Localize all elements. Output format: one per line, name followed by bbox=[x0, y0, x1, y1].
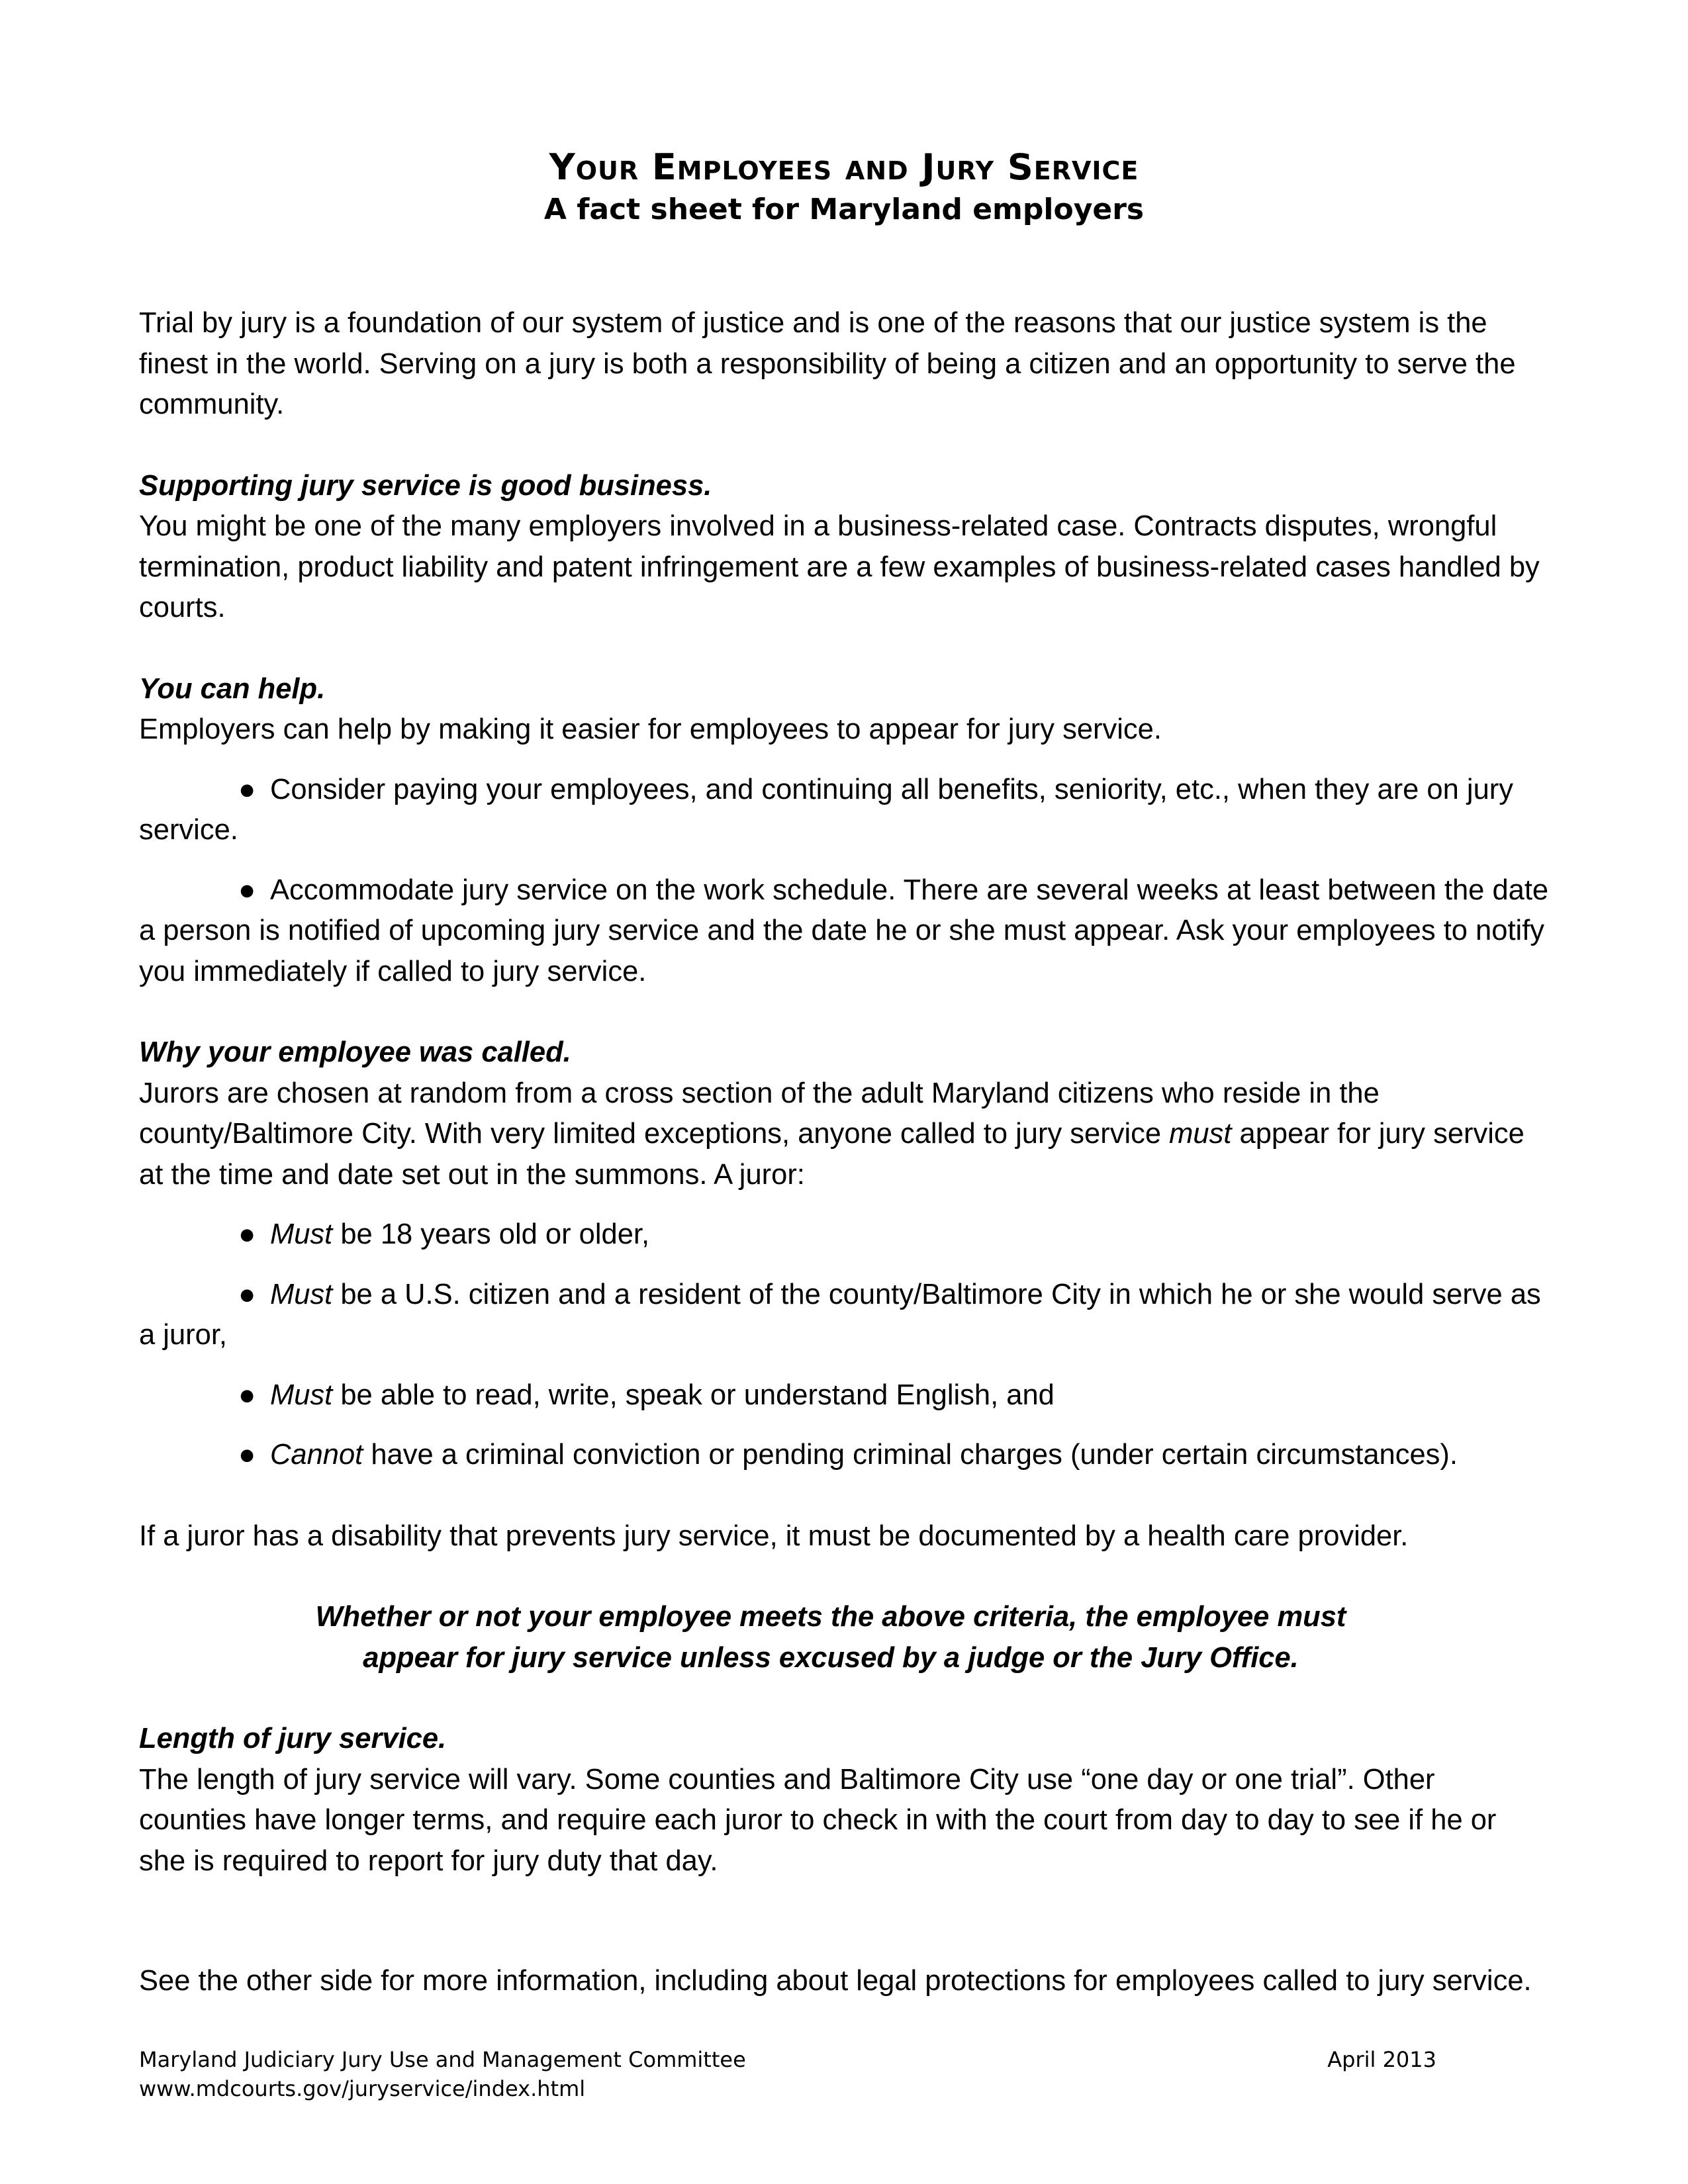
bullet-icon: ● bbox=[238, 1278, 256, 1310]
criteria-emphasis: Cannot bbox=[270, 1439, 363, 1471]
bullet-icon: ● bbox=[238, 773, 256, 805]
criteria-text: be 18 years old or older, bbox=[332, 1218, 650, 1250]
help-bullet-item bbox=[139, 870, 1549, 993]
closing-paragraph: See the other side for more information, including about legal protections for employees called to jury service. bbox=[139, 1965, 1532, 1997]
bullet-icon: ● bbox=[238, 1218, 256, 1250]
called-heading: Why your employee was called. bbox=[139, 1036, 571, 1068]
help-bullet-item bbox=[139, 770, 1549, 851]
intro-paragraph: Trial by jury is a foundation of our system of justice and is one of the reasons that our justice system is the finest in the world. Serving on a jury is both a responsibility of being a citizen and an opportunity to serve the community. bbox=[139, 307, 1516, 420]
called-text-before: Jurors are chosen at random from a cross section of the adult Maryland citizens who reside in the county/Baltimore City. With very limited exceptions, anyone called to jury service bbox=[139, 1077, 1380, 1150]
criteria-emphasis: Must bbox=[270, 1218, 333, 1250]
callout-line-1: Whether or not your employee meets the above criteria, the employee must bbox=[315, 1601, 1346, 1633]
page-title: Your Employees and Jury Service bbox=[549, 146, 1139, 188]
footer-date: April 2013 bbox=[1327, 2047, 1436, 2072]
footer-committee: Maryland Judiciary Jury Use and Management Committee bbox=[139, 2047, 746, 2072]
criteria-text: have a criminal conviction or pending criminal charges (under certain circumstances). bbox=[363, 1439, 1458, 1471]
page-footer bbox=[139, 2045, 1436, 2103]
called-paragraph bbox=[139, 1073, 1549, 1196]
length-paragraph: The length of jury service will vary. Some counties and Baltimore City use “one day or one trial”. Other counties have longer terms, and require each juror to check in with the court from day to day to see if he or she is required to report for jury duty that day. bbox=[139, 1763, 1497, 1877]
help-heading: You can help. bbox=[139, 672, 326, 705]
criteria-text: be a U.S. citizen and a resident of the county/Baltimore City in which he or she would serve as a juror, bbox=[139, 1278, 1541, 1351]
length-heading: Length of jury service. bbox=[139, 1723, 447, 1754]
criteria-item bbox=[139, 1214, 1549, 1255]
disability-paragraph: If a juror has a disability that prevents jury service, it must be documented by a health care provider. bbox=[139, 1520, 1409, 1552]
document-body bbox=[139, 303, 1549, 2002]
criteria-text: be able to read, write, speak or understand English, and bbox=[332, 1379, 1055, 1411]
bullet-icon: ● bbox=[238, 1439, 256, 1471]
footer-url: www.mdcourts.gov/juryservice/index.html bbox=[139, 2076, 586, 2101]
callout-notice bbox=[139, 1597, 1549, 1678]
criteria-emphasis: Must bbox=[270, 1379, 333, 1411]
help-bullet-text: Accommodate jury service on the work schedule. There are several weeks at least between the date a person is notified of upcoming jury service and the date he or she must appear. Ask your employees to notify you immediately if called to jury service. bbox=[139, 874, 1549, 987]
business-paragraph: You might be one of the many employers involved in a business-related case. Contracts disputes, wrongful termination, product liability and patent infringement are a few examples of business-related cases handled by courts. bbox=[139, 510, 1540, 623]
criteria-item bbox=[139, 1375, 1549, 1416]
called-text-emphasis: must bbox=[1169, 1118, 1232, 1150]
callout-line-2: appear for jury service unless excused by a judge or the Jury Office. bbox=[363, 1641, 1299, 1674]
bullet-icon: ● bbox=[238, 874, 256, 906]
called-text-after: appear for jury service at the time and date set out in the summons. A juror: bbox=[139, 1118, 1524, 1191]
business-heading: Supporting jury service is good business. bbox=[139, 469, 712, 502]
bullet-icon: ● bbox=[238, 1379, 256, 1411]
criteria-item bbox=[139, 1435, 1549, 1476]
criteria-emphasis: Must bbox=[270, 1278, 333, 1310]
help-bullet-text: Consider paying your employees, and continuing all benefits, seniority, etc., when they are on jury service. bbox=[139, 773, 1513, 846]
page-subtitle: A fact sheet for Maryland employers bbox=[543, 193, 1145, 226]
help-paragraph: Employers can help by making it easier for employees to appear for jury service. bbox=[139, 713, 1162, 745]
criteria-item bbox=[139, 1275, 1549, 1356]
